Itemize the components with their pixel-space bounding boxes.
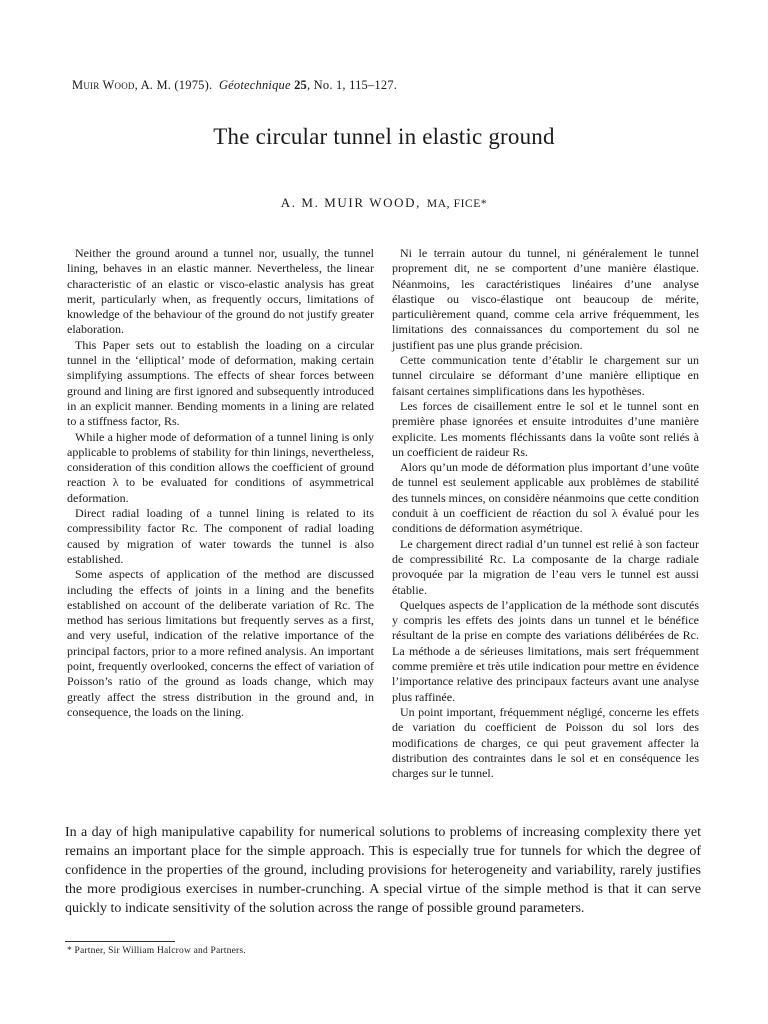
- citation-author: Muir Wood: [72, 78, 135, 92]
- abstract-french: [392, 246, 699, 781]
- author-line: [0, 195, 768, 211]
- abstract-fr-paragraph: Quelques aspects de l’application de la méthode sont discutés y compris les effets des joints dans un tunnel et le bénéfice résultant de la prise en compte des variations délibérées de Rc. La méthode a de sérieuses limitations, mais sert fréquemment comme première et très utile indication pour mettre en évidence l’importance relative des principaux facteurs avant une analyse plus raffinée.: [392, 597, 699, 704]
- abstract-en-paragraph: While a higher mode of deformation of a tunnel lining is only applicable to problems of stability for thin linings, nevertheless, consideration of this condition allows the coefficient of ground reaction λ to be evaluated for conditions of asymmetrical deformation.: [67, 429, 374, 505]
- body-paragraph: In a day of high manipulative capability for numerical solutions to problems of increasing complexity there yet remains an important place for the simple approach. This is especially true for tunnels for which the degree of confidence in the properties of the ground, including provisions for heterogeneity and variability, rarely justifies the more prodigious exercises in number-crunching. A special virtue of the simple method is that it can serve quickly to indicate sensitivity of the solution across the range of possible ground parameters.: [65, 825, 701, 916]
- abstract-fr-paragraph: Le chargement direct radial d’un tunnel est relié à son facteur de compressibilité Rc. La composante de la charge radiale provoquée par la migration de l’eau vers le tunnel est aussi établie.: [392, 536, 699, 597]
- author-name: A. M. MUIR WOOD,: [280, 195, 421, 210]
- abstract-en-paragraph: Some aspects of application of the method are discussed including the effects of joints in a lining and the benefits established on account of the deliberate variation of Rc. The method has serious limitations but frequently serves as a first, and very useful, indication of the relative importance of the principal factors, prior to a more refined analysis. An important point, frequently overlooked, concerns the effect of variation of Poisson’s ratio of the ground as loads change, which may greatly affect the stress distribution in the ground and, in consequence, the loads on the lining.: [67, 567, 374, 719]
- abstract-english: [67, 246, 374, 720]
- citation-year: , A. M. (1975).: [134, 78, 213, 92]
- abstract-en-paragraph: Direct radial loading of a tunnel lining is related to its compressibility factor Rc. The component of radial loading caused by migration of water towards the tunnel is also established.: [67, 506, 374, 566]
- author-qualifications: MA, FICE*: [426, 198, 488, 210]
- introduction-text: [65, 824, 701, 919]
- abstract-fr-paragraph: Ni le terrain autour du tunnel, ni généralement le tunnel proprement dit, ne se comportent d’une manière élastique. Néanmoins, les caractéristiques linéaires d’une analyse élastique ou visco-élastique ont beaucoup de mérite, particulièrement quand, comme cela arrive fréquemment, les limitations des connaissances du comportement du sol ne justifient pas une plus grande précision.: [392, 246, 699, 352]
- citation-journal: Géotechnique: [218, 78, 291, 92]
- abstract-fr-paragraph: Cette communication tente d’établir le chargement sur un tunnel circulaire se déformant d’une manière elliptique en faisant certaines simplifications dans les hypothèses.: [392, 353, 699, 398]
- abstract-en-paragraph: This Paper sets out to establish the loading on a circular tunnel in the ‘elliptical’ mode of deformation, making certain simplifying assumptions. The effects of shear forces between ground and lining are first ignored and subsequently introduced in an explicit manner. Bending moments in a lining are related to a stiffness factor, Rs.: [67, 337, 374, 429]
- abstract-fr-paragraph: Alors qu’un mode de déformation plus important d’une voûte de tunnel est seulement applicable aux problèmes de stabilité des tunnels minces, on considère néanmoins que cette condition conduit à un coefficient de réaction du sol λ évalué pour les conditions de déformation asymétrique.: [392, 460, 699, 536]
- footnote: * Partner, Sir William Halcrow and Partners.: [67, 946, 246, 956]
- citation-line: [72, 78, 397, 93]
- citation-pages: , No. 1, 115–127.: [307, 78, 398, 92]
- abstract-fr-paragraph: Les forces de cisaillement entre le sol et le tunnel sont en première phase ignorées et ensuite introduites d’une manière explicite. Les moments fléchissants dans la voûte sont reliés à un coefficient de raideur Rs.: [392, 398, 699, 459]
- abstract-en-paragraph: Neither the ground around a tunnel nor, usually, the tunnel lining, behaves in an elastic manner. Nevertheless, the linear characteristic of an elastic or visco-elastic analysis has great merit, particularly when, as frequently occurs, limitations of knowledge of the behaviour of the ground do not justify greater elaboration.: [67, 246, 374, 337]
- footnote-rule: [65, 941, 175, 942]
- paper-title: The circular tunnel in elastic ground: [213, 124, 555, 149]
- abstract-fr-paragraph: Un point important, fréquemment négligé, concerne les effets de variation du coefficient de Poisson du sol lors des modifications de charges, ce qui peut gravement affecter la distribution des contraintes dans le sol et en conséquence les charges sur le tunnel.: [392, 704, 699, 781]
- citation-volume: 25: [294, 78, 307, 92]
